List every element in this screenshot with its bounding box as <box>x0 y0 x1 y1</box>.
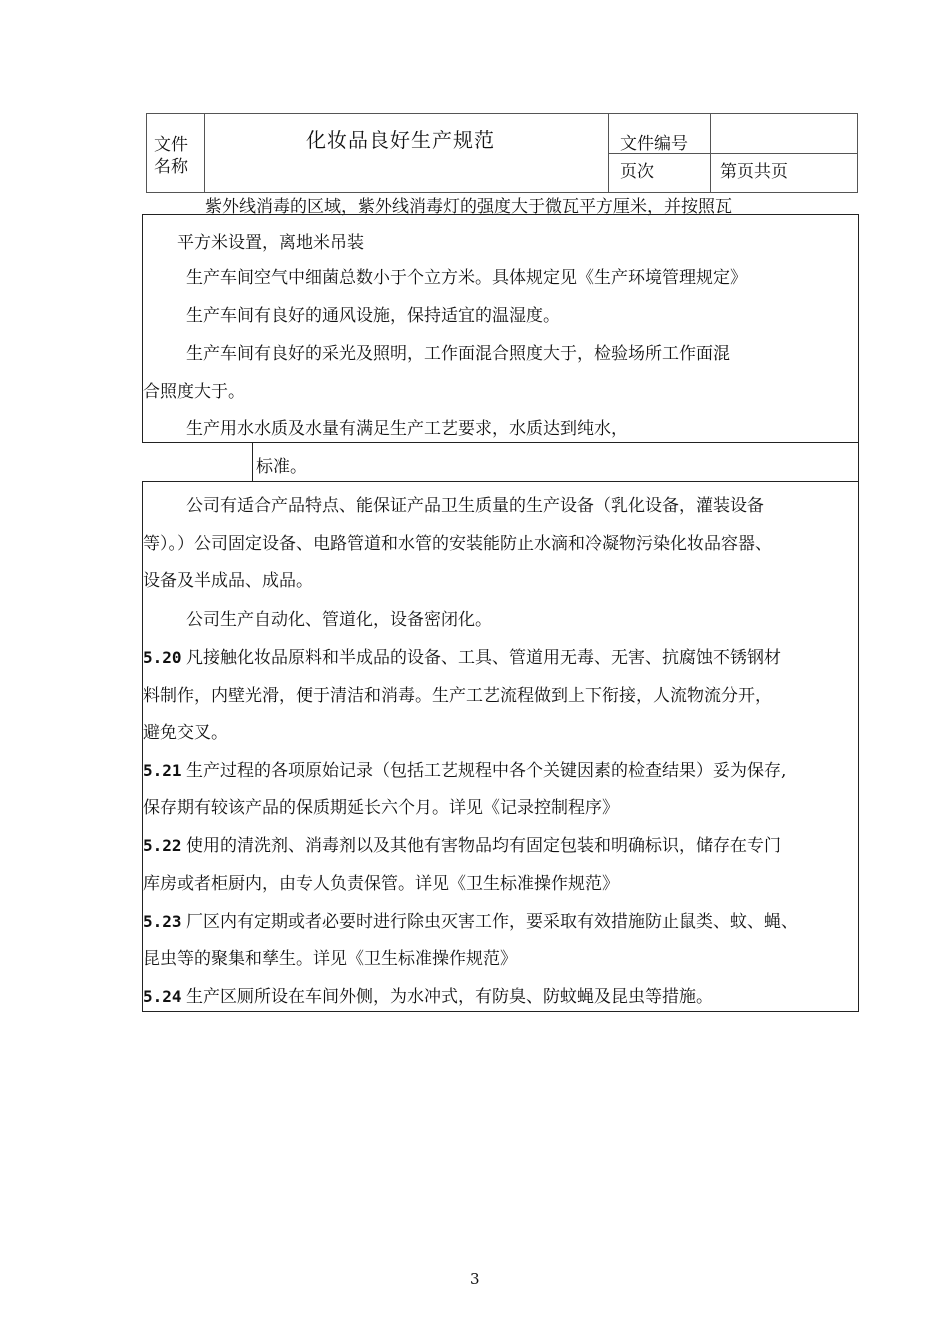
item-5-20-line-1: 凡接触化妆品原料和半成品的设备、工具、管道用无毒、无害、抗腐蚀不锈钢材 <box>186 648 781 668</box>
section1-line-8: 标准。 <box>256 457 307 477</box>
item-5-22-line-1: 使用的清洗剂、消毒剂以及其他有害物品均有固定包装和明确标识，储存在专门 <box>186 836 781 856</box>
table-border-right <box>857 113 858 193</box>
item-number-5-21: 5.21 <box>143 761 182 780</box>
doc-number-label: 文件编号 <box>620 134 688 154</box>
section1-line-6: 合照度大于。 <box>143 382 245 402</box>
item-5-23-line-2: 昆虫等的聚集和孳生。详见《卫生标准操作规范》 <box>143 949 517 969</box>
section1-subbox <box>252 442 859 482</box>
header-table <box>146 113 858 193</box>
section1-line-4: 生产车间有良好的通风设施，保持适宜的温湿度。 <box>186 306 560 326</box>
page-label: 页次 <box>620 162 654 182</box>
item-5-23-line-1: 厂区内有定期或者必要时进行除虫灭害工作，要采取有效措施防止鼠类、蚊、蝇、 <box>186 912 798 932</box>
table-border-top <box>146 113 858 114</box>
table-divider-1 <box>204 113 205 193</box>
document-title: 化妆品良好生产规范 <box>306 128 495 152</box>
doc-name-label-line1: 文件 <box>154 135 188 155</box>
section1-line-2: 平方米设置，离地米吊装 <box>177 233 364 253</box>
item-number-5-23: 5.23 <box>143 912 182 931</box>
page-value: 第页共页 <box>720 162 788 182</box>
item-5-24-line-1: 生产区厕所设在车间外侧，为水冲式，有防臭、防蚊蝇及昆虫等措施。 <box>186 987 713 1007</box>
table-divider-3 <box>710 113 711 193</box>
section2-line-2: 等）。）公司固定设备、电路管道和水管的安装能防止水滴和冷凝物污染化妆品容器、 <box>143 534 772 554</box>
doc-name-label-line2: 名称 <box>154 157 188 177</box>
item-number-5-24: 5.24 <box>143 987 182 1006</box>
item-number-5-22: 5.22 <box>143 836 182 855</box>
item-5-20-line-3: 避免交叉。 <box>143 723 228 743</box>
section1-line-5: 生产车间有良好的采光及照明，工作面混合照度大于，检验场所工作面混 <box>186 344 730 364</box>
table-border-bottom <box>146 192 858 193</box>
table-divider-2 <box>608 113 609 193</box>
item-5-21-line-1: 生产过程的各项原始记录（包括工艺规程中各个关键因素的检查结果）妥为保存, <box>186 761 787 781</box>
page-number: 3 <box>470 1270 480 1288</box>
item-number-5-20: 5.20 <box>143 648 182 667</box>
section2-line-1: 公司有适合产品特点、能保证产品卫生质量的生产设备（乳化设备，灌装设备 <box>186 496 764 516</box>
section2-line-3: 设备及半成品、成品。 <box>143 571 313 591</box>
section2-line-4: 公司生产自动化、管道化，设备密闭化。 <box>186 610 492 630</box>
section1-line-1: 紫外线消毒的区域，紫外线消毒灯的强度大于微瓦平方厘米，并按照瓦 <box>205 197 732 217</box>
section1-line-3: 生产车间空气中细菌总数小于个立方米。具体规定见《生产环境管理规定》 <box>186 268 747 288</box>
table-border-left <box>146 113 147 193</box>
section1-line-7: 生产用水水质及水量有满足生产工艺要求，水质达到纯水， <box>186 419 628 439</box>
item-5-22-line-2: 库房或者柜厨内，由专人负责保管。详见《卫生标准操作规范》 <box>143 874 619 894</box>
item-5-20-line-2: 料制作，内壁光滑，便于清洁和消毒。生产工艺流程做到上下衔接，人流物流分开， <box>143 686 772 706</box>
item-5-21-line-2: 保存期有较该产品的保质期延长六个月。详见《记录控制程序》 <box>143 798 619 818</box>
